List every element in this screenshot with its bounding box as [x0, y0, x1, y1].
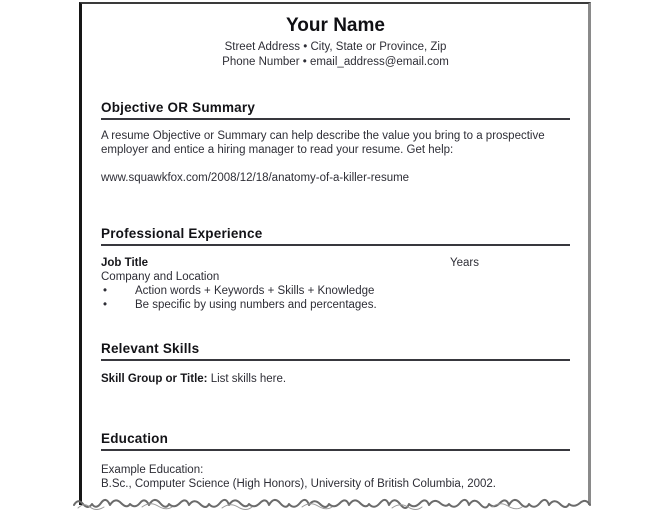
experience-bullet-list	[101, 284, 570, 312]
company-location: Company and Location	[101, 271, 220, 283]
education-line-1: Example Education:	[101, 464, 204, 476]
objective-paragraph-line-1: A resume Objective or Summary can help describe the value you bring to a prospective	[101, 130, 545, 142]
skill-group-text: List skills here.	[207, 373, 287, 385]
section-heading-skills: Relevant Skills	[101, 341, 570, 361]
torn-paper-edge-icon	[72, 493, 596, 510]
experience-bullet: • Be specific by using numbers and percentages.	[101, 298, 570, 312]
skill-line	[101, 372, 570, 386]
objective-help-url: www.squawkfox.com/2008/12/18/anatomy-of-a-killer-resume	[101, 172, 410, 184]
objective-paragraph-line-2: employer and entice a hiring manager to read your resume. Get help:	[101, 144, 454, 156]
resume-content	[82, 4, 588, 491]
section-heading-objective: Objective OR Summary	[101, 100, 570, 120]
address-line-2: Phone Number • email_address@email.com	[222, 56, 449, 68]
skill-group-label: Skill Group or Title:	[101, 373, 208, 385]
resume-name: Your Name	[286, 15, 385, 36]
resume-page	[79, 2, 591, 505]
education-line-2: B.Sc., Computer Science (High Honors), University of British Columbia, 2002.	[101, 478, 496, 490]
experience-bullet: • Action words + Keywords + Skills + Knowledge	[101, 284, 570, 298]
address-line-1: Street Address • City, State or Province, Zip	[224, 41, 447, 53]
section-heading-experience: Professional Experience	[101, 226, 570, 246]
years-label: Years	[450, 257, 479, 269]
section-heading-education: Education	[101, 431, 570, 451]
job-row	[101, 256, 570, 270]
objective-paragraph	[101, 129, 570, 157]
education-block	[101, 463, 570, 491]
job-title: Job Title	[101, 257, 149, 269]
contact-block	[101, 40, 570, 70]
